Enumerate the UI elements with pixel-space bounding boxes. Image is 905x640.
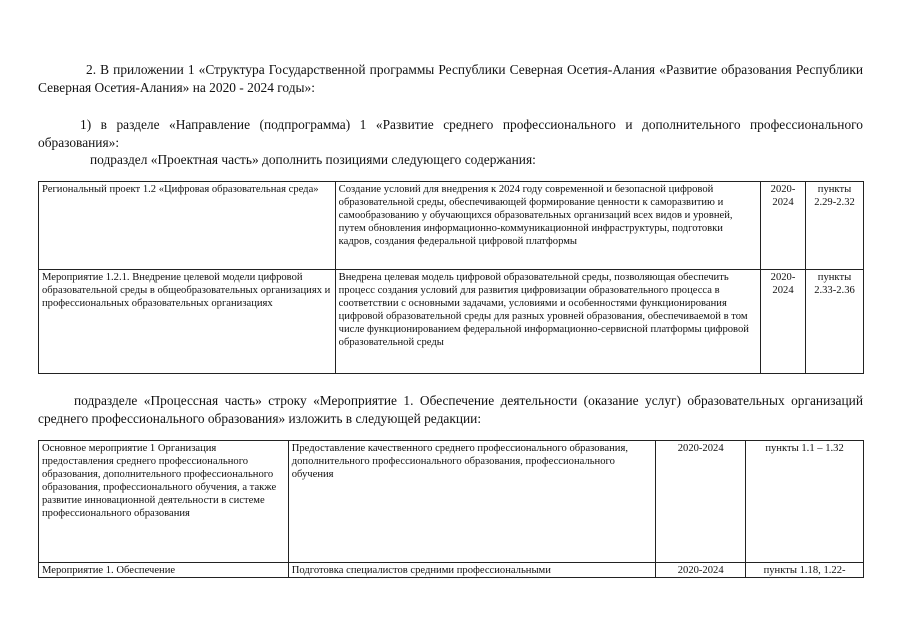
row-name-cell: Основное мероприятие 1 Организация предоставления среднего профессионального образования, дополнительного профессионального образования, профессионального обучения, а также развитие инновационной деятельности в системе профессионального образования [39,441,289,563]
subsection-text: подраздел «Проектная часть» дополнить позициями следующего содержания: [90,152,536,167]
process-paragraph [38,392,863,428]
item-2-1-text: 1) в разделе «Направление (подпрограмма) 1 «Развитие среднего профессионального и дополнительного профессионального образования»: [38,117,863,150]
item-2-paragraph [38,61,863,97]
item-2-1-paragraph [38,116,863,152]
table-row [39,182,864,270]
row-points-cell: пункты 1.1 – 1.32 [746,441,864,563]
process-table [38,440,864,578]
row-years-cell: 2020-2024 [761,182,806,270]
row-description-cell: Создание условий для внедрения к 2024 году современной и безопасной цифровой образовательной среды, обеспечивающей формирование ценности к саморазвитию и самообразованию у обучающихся образовательных организаций всех видов и уровней, путем обновления информационно-коммуникационной инфраструктуры, подготовки кадров, создания федеральной цифровой платформы [335,182,760,270]
row-years-cell: 2020-2024 [761,270,806,374]
subsection-paragraph [38,151,863,169]
row-description-cell: Предоставление качественного среднего профессионального образования, дополнительного профессионального образования, профессионального обучения [288,441,656,563]
table-row [39,270,864,374]
item-2-text: 2. В приложении 1 «Структура Государственной программы Республики Северная Осетия-Алания «Развитие образования Республики Северная Осетия-Алания» на 2020 - 2024 годы»: [38,62,863,95]
process-text: подразделе «Процессная часть» строку «Мероприятие 1. Обеспечение деятельности (оказание услуг) образовательных организаций среднего профессионального образования» изложить в следующей редакции: [38,393,863,426]
row-years-cell: 2020-2024 [656,441,746,563]
row-years-cell: 2020-2024 [656,563,746,578]
project-table [38,181,864,374]
row-points-cell: пункты 2.29-2.32 [806,182,864,270]
row-points-cell: пункты 1.18, 1.22- [746,563,864,578]
row-description-cell: Внедрена целевая модель цифровой образовательной среды, позволяющая обеспечить процесс создания условий для развития цифровизации образовательного процесса в соответствии с основными задачами, условиями и особенностями функционирования цифровой образовательной среды для разных уровней образования, обеспечиваемой в том числе функционированием федеральной информационно-сервисной платформы цифровой образовательной среды [335,270,760,374]
table-row [39,441,864,563]
row-name-cell: Мероприятие 1. Обеспечение [39,563,289,578]
row-name-cell: Мероприятие 1.2.1. Внедрение целевой модели цифровой образовательной среды в общеобразовательных организациях и профессиональных образовательных организациях [39,270,336,374]
table-row [39,563,864,578]
row-points-cell: пункты 2.33-2.36 [806,270,864,374]
row-description-cell: Подготовка специалистов средними профессиональными [288,563,656,578]
row-name-cell: Региональный проект 1.2 «Цифровая образовательная среда» [39,182,336,270]
